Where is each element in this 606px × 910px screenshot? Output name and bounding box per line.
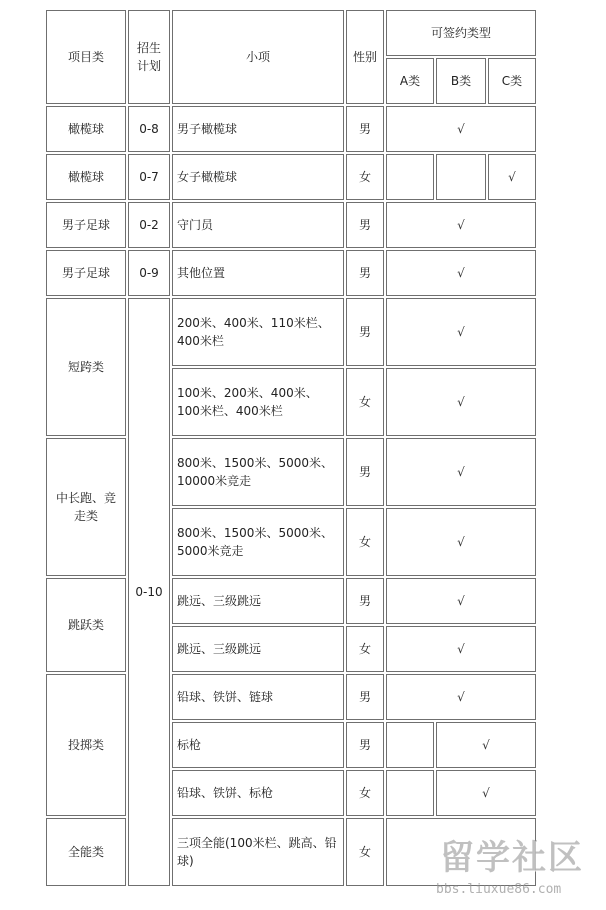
- row-gender: 女: [346, 368, 384, 436]
- header-type-c: C类: [488, 58, 536, 104]
- check-mark: √: [386, 438, 536, 506]
- row-item: 男子橄榄球: [172, 106, 344, 152]
- row-item: 其他位置: [172, 250, 344, 296]
- check-mark: √: [386, 674, 536, 720]
- row-gender: 男: [346, 722, 384, 768]
- row-item: 标枪: [172, 722, 344, 768]
- check-mark: √: [386, 626, 536, 672]
- header-item: 小项: [172, 10, 344, 104]
- row-item: 铅球、铁饼、标枪: [172, 770, 344, 816]
- header-sign-types: 可签约类型: [386, 10, 536, 56]
- check-mark: √: [386, 578, 536, 624]
- row-item: 100米、200米、400米、100米栏、400米栏: [172, 368, 344, 436]
- row-category: 短跨类: [46, 298, 126, 436]
- empty-cell: [386, 154, 434, 200]
- header-gender: 性别: [346, 10, 384, 104]
- check-mark: √: [386, 202, 536, 248]
- check-mark: √: [386, 106, 536, 152]
- row-item: 200米、400米、110米栏、400米栏: [172, 298, 344, 366]
- check-mark: √: [386, 368, 536, 436]
- check-mark: √: [436, 770, 536, 816]
- row-item: 跳远、三级跳远: [172, 626, 344, 672]
- row-plan: 0-9: [128, 250, 170, 296]
- row-category: 橄榄球: [46, 154, 126, 200]
- row-gender: 男: [346, 202, 384, 248]
- watermark-title: 留学社区: [440, 838, 584, 878]
- row-plan-shared: 0-10: [128, 298, 170, 886]
- check-mark: √: [386, 298, 536, 366]
- row-gender: 男: [346, 106, 384, 152]
- row-category: 投掷类: [46, 674, 126, 816]
- row-gender: 男: [346, 578, 384, 624]
- watermark-url: bbs.liuxue86.com: [436, 882, 562, 897]
- row-category: 全能类: [46, 818, 126, 886]
- row-plan: 0-8: [128, 106, 170, 152]
- row-gender: 女: [346, 770, 384, 816]
- empty-cell: [436, 154, 486, 200]
- row-item: 800米、1500米、5000米、10000米竞走: [172, 438, 344, 506]
- check-mark: √: [386, 250, 536, 296]
- enrollment-table: [44, 8, 538, 888]
- row-category: 跳跃类: [46, 578, 126, 672]
- empty-cell: [386, 722, 434, 768]
- row-gender: 男: [346, 250, 384, 296]
- row-category: 男子足球: [46, 202, 126, 248]
- row-item: 铅球、铁饼、链球: [172, 674, 344, 720]
- empty-cell: [386, 770, 434, 816]
- row-item: 守门员: [172, 202, 344, 248]
- header-type-b: B类: [436, 58, 486, 104]
- row-gender: 女: [346, 154, 384, 200]
- row-category: 中长跑、竞走类: [46, 438, 126, 576]
- row-item: 跳远、三级跳远: [172, 578, 344, 624]
- row-item: 800米、1500米、5000米、5000米竞走: [172, 508, 344, 576]
- header-type-a: A类: [386, 58, 434, 104]
- row-gender: 女: [346, 508, 384, 576]
- row-gender: 女: [346, 818, 384, 886]
- row-item: 三项全能(100米栏、跳高、铅球): [172, 818, 344, 886]
- check-mark: √: [436, 722, 536, 768]
- row-category: 男子足球: [46, 250, 126, 296]
- row-gender: 女: [346, 626, 384, 672]
- empty-cell: [386, 818, 536, 886]
- header-category: 项目类: [46, 10, 126, 104]
- row-plan: 0-2: [128, 202, 170, 248]
- row-gender: 男: [346, 438, 384, 506]
- header-plan: 招生计划: [128, 10, 170, 104]
- check-mark: √: [488, 154, 536, 200]
- check-mark: √: [386, 508, 536, 576]
- row-gender: 男: [346, 298, 384, 366]
- row-item: 女子橄榄球: [172, 154, 344, 200]
- row-category: 橄榄球: [46, 106, 126, 152]
- row-gender: 男: [346, 674, 384, 720]
- row-plan: 0-7: [128, 154, 170, 200]
